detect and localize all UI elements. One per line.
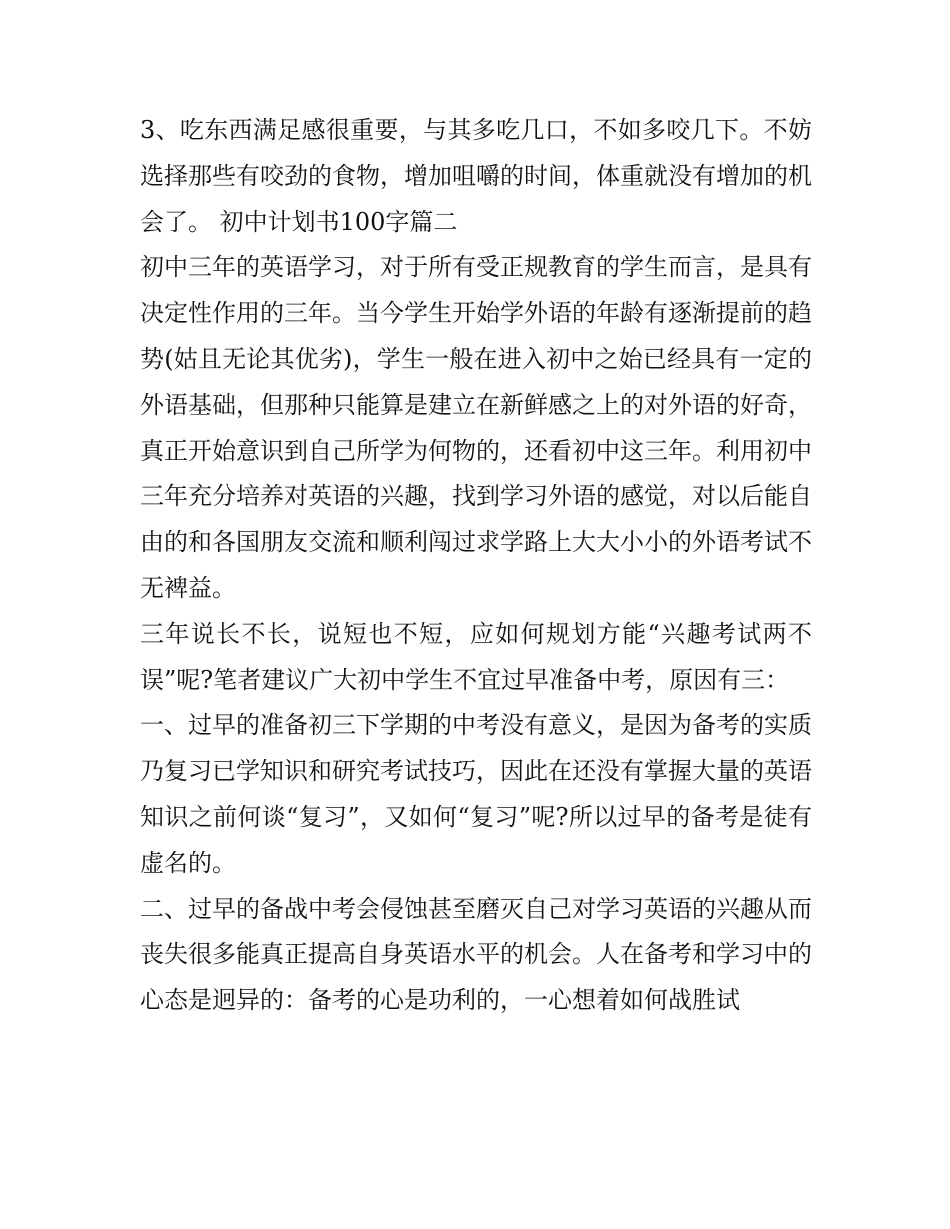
paragraph-5: 二、过早的备战中考会侵蚀甚至磨灭自己对学习英语的兴趣从而丧失很多能真正提高自身英语水平的机会。人在备考和学习中的心态是迥异的：备考的心是功利的，一心想着如何战胜试 — [140, 894, 812, 1015]
document-body — [140, 108, 812, 1024]
paragraph-3: 三年说长不长，说短也不短，应如何规划方能“兴趣考试两不误”呢?笔者建议广大初中学生不宜过早准备中考，原因有三： — [140, 619, 812, 694]
paragraph-2: 初中三年的英语学习，对于所有受正规教育的学生而言，是具有决定性作用的三年。当今学生开始学外语的年龄有逐渐提前的趋势(姑且无论其优劣)，学生一般在进入初中之始已经具有一定的外语基础，但那种只能算是建立在新鲜感之上的对外语的好奇，真正开始意识到自己所学为何物的，还看初中这三年。利用初中三年充分培养对英语的兴趣，找到学习外语的感觉，对以后能自由的和各国朋友交流和顺利闯过求学路上大大小小的外语考试不无裨益。 — [140, 253, 812, 602]
paragraph-4: 一、过早的准备初三下学期的中考没有意义，是因为备考的实质乃复习已学知识和研究考试技巧，因此在还没有掌握大量的英语知识之前何谈“复习”，又如何“复习”呢?所以过早的备考是徒有虚名的。 — [140, 711, 812, 877]
paragraph-1: 3、吃东西满足感很重要，与其多吃几口，不如多咬几下。不妨选择那些有咬劲的食物，增加咀嚼的时间，体重就没有增加的机会了。 初中计划书100字篇二 — [140, 116, 812, 236]
